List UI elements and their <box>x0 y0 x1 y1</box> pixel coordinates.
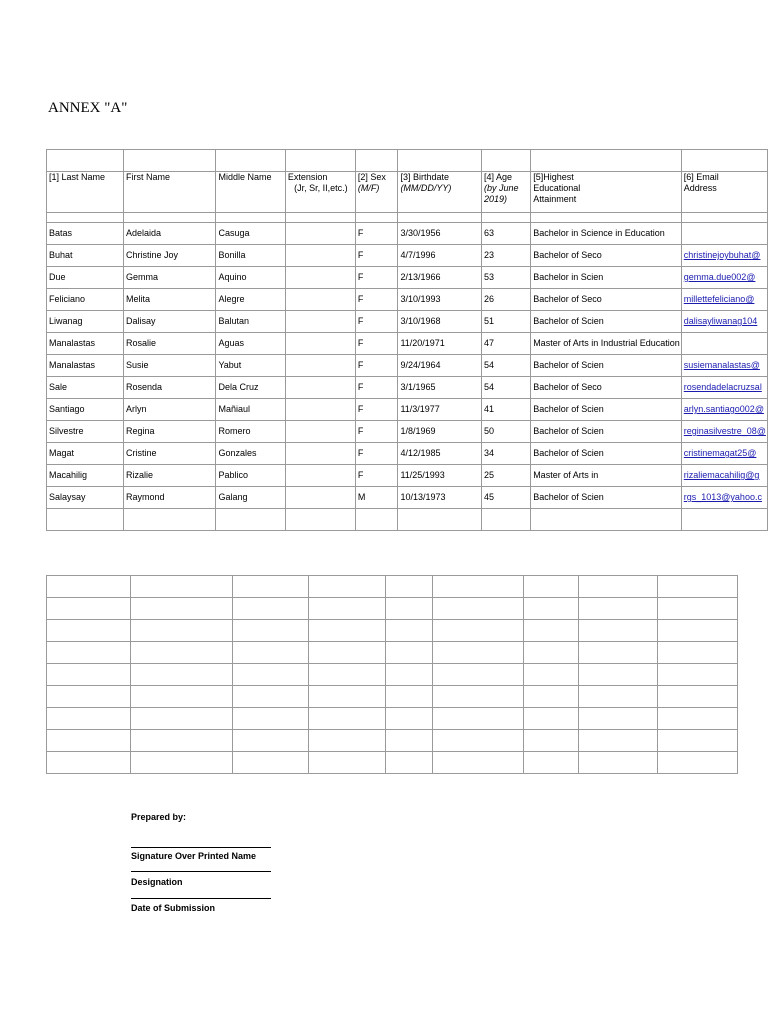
education-cell: Bachelor in Science in Education <box>531 223 682 245</box>
first-name-cell: Christine Joy <box>123 245 215 267</box>
empty-cell[interactable] <box>309 686 386 708</box>
extension-cell <box>285 465 355 487</box>
first-name-cell: Melita <box>123 289 215 311</box>
data-table <box>46 149 768 531</box>
empty-cell[interactable] <box>433 576 524 598</box>
sex-cell: F <box>355 399 398 421</box>
empty-cell[interactable] <box>524 752 579 774</box>
empty-cell[interactable] <box>579 708 658 730</box>
middle-name-cell: Aguas <box>216 333 285 355</box>
header-sex: [2] Sex (M/F) <box>355 172 398 213</box>
empty-cell[interactable] <box>524 664 579 686</box>
empty-cell[interactable] <box>309 642 386 664</box>
extension-cell <box>285 377 355 399</box>
header-extension: Extension (Jr, Sr, II,etc.) <box>285 172 355 213</box>
extension-cell <box>285 399 355 421</box>
middle-name-cell: Aquino <box>216 267 285 289</box>
table-gap-row <box>47 213 768 223</box>
education-cell: Master of Arts in <box>531 465 682 487</box>
header-age: [4] Age (by June 2019) <box>481 172 530 213</box>
empty-cell[interactable] <box>131 620 233 642</box>
empty-cell[interactable] <box>309 576 386 598</box>
empty-cell[interactable] <box>524 708 579 730</box>
sex-cell: F <box>355 245 398 267</box>
birthdate-cell: 3/1/1965 <box>398 377 482 399</box>
empty-cell[interactable] <box>433 620 524 642</box>
extension-cell <box>285 355 355 377</box>
birthdate-cell: 11/25/1993 <box>398 465 482 487</box>
middle-name-cell: Pablico <box>216 465 285 487</box>
empty-cell[interactable] <box>131 576 233 598</box>
table-row <box>47 333 768 355</box>
empty-cell[interactable] <box>658 642 738 664</box>
empty-cell[interactable] <box>309 664 386 686</box>
empty-cell[interactable] <box>579 686 658 708</box>
education-cell: Bachelor in Scien <box>531 267 682 289</box>
empty-row <box>47 752 738 774</box>
table-row <box>47 465 768 487</box>
empty-cell[interactable] <box>47 752 131 774</box>
table-row <box>47 377 768 399</box>
sex-cell: M <box>355 487 398 509</box>
empty-cell[interactable] <box>433 598 524 620</box>
empty-cell[interactable] <box>579 598 658 620</box>
sex-cell: F <box>355 355 398 377</box>
first-name-cell: Rizalie <box>123 465 215 487</box>
middle-name-cell: Yabut <box>216 355 285 377</box>
designation-label: Designation <box>131 877 183 887</box>
education-cell: Bachelor of Seco <box>531 289 682 311</box>
last-name-cell: Buhat <box>47 245 124 267</box>
age-cell: 51 <box>481 311 530 333</box>
age-cell: 41 <box>481 399 530 421</box>
empty-row <box>47 730 738 752</box>
empty-cell[interactable] <box>233 576 309 598</box>
middle-name-cell: Gonzales <box>216 443 285 465</box>
sex-cell: F <box>355 443 398 465</box>
age-cell: 53 <box>481 267 530 289</box>
empty-cell[interactable] <box>47 576 131 598</box>
empty-cell[interactable] <box>386 642 433 664</box>
empty-cell[interactable] <box>309 752 386 774</box>
empty-cell[interactable] <box>233 642 309 664</box>
last-name-cell: Batas <box>47 223 124 245</box>
extension-cell <box>285 223 355 245</box>
table-empty-row <box>47 509 768 531</box>
empty-cell[interactable] <box>524 598 579 620</box>
last-name-cell: Magat <box>47 443 124 465</box>
extension-cell <box>285 443 355 465</box>
empty-cell[interactable] <box>433 664 524 686</box>
education-cell: Bachelor of Scien <box>531 421 682 443</box>
empty-row <box>47 576 738 598</box>
sex-cell: F <box>355 465 398 487</box>
empty-cell[interactable] <box>131 642 233 664</box>
email-cell[interactable]: reginasilvestre_08@ <box>681 421 767 443</box>
first-name-cell: Rosalie <box>123 333 215 355</box>
empty-cell[interactable] <box>47 642 131 664</box>
first-name-cell: Susie <box>123 355 215 377</box>
empty-cell[interactable] <box>658 576 738 598</box>
sex-cell: F <box>355 377 398 399</box>
first-name-cell: Cristine <box>123 443 215 465</box>
last-name-cell: Feliciano <box>47 289 124 311</box>
age-cell: 23 <box>481 245 530 267</box>
header-first-name: First Name <box>123 172 215 213</box>
email-cell[interactable]: rizaliemacahilig@g <box>681 465 767 487</box>
age-cell: 54 <box>481 355 530 377</box>
empty-cell[interactable] <box>233 620 309 642</box>
empty-cell[interactable] <box>131 708 233 730</box>
birthdate-cell: 3/10/1968 <box>398 311 482 333</box>
email-cell[interactable] <box>681 223 767 245</box>
empty-cell[interactable] <box>658 686 738 708</box>
extension-cell <box>285 289 355 311</box>
first-name-cell: Regina <box>123 421 215 443</box>
last-name-cell: Santiago <box>47 399 124 421</box>
empty-cell[interactable] <box>524 730 579 752</box>
first-name-cell: Arlyn <box>123 399 215 421</box>
education-cell: Bachelor of Scien <box>531 399 682 421</box>
last-name-cell: Salaysay <box>47 487 124 509</box>
middle-name-cell: Bonilla <box>216 245 285 267</box>
last-name-cell: Manalastas <box>47 333 124 355</box>
education-cell: Bachelor of Scien <box>531 443 682 465</box>
date-line <box>131 898 271 899</box>
birthdate-cell: 4/7/1996 <box>398 245 482 267</box>
empty-cell[interactable] <box>309 620 386 642</box>
first-name-cell: Raymond <box>123 487 215 509</box>
sex-cell: F <box>355 421 398 443</box>
table-blank-row <box>47 150 768 172</box>
empty-cell[interactable] <box>309 708 386 730</box>
birthdate-cell: 3/30/1956 <box>398 223 482 245</box>
middle-name-cell: Galang <box>216 487 285 509</box>
extension-cell <box>285 311 355 333</box>
extension-cell <box>285 421 355 443</box>
empty-row <box>47 664 738 686</box>
extension-cell <box>285 333 355 355</box>
first-name-cell: Dalisay <box>123 311 215 333</box>
email-cell[interactable] <box>681 333 767 355</box>
age-cell: 25 <box>481 465 530 487</box>
education-cell: Master of Arts in Industrial Education <box>531 333 682 355</box>
email-cell[interactable]: cristinemagat25@ <box>681 443 767 465</box>
age-cell: 45 <box>481 487 530 509</box>
middle-name-cell: Balutan <box>216 311 285 333</box>
empty-cell[interactable] <box>233 664 309 686</box>
empty-cell[interactable] <box>233 752 309 774</box>
email-cell[interactable]: millettefeliciano@ <box>681 289 767 311</box>
page-title: ANNEX "A" <box>48 100 128 116</box>
email-cell[interactable]: rgs_1013@yahoo.c <box>681 487 767 509</box>
age-cell: 26 <box>481 289 530 311</box>
table-row <box>47 289 768 311</box>
email-cell[interactable]: arlyn.santiago002@ <box>681 399 767 421</box>
empty-cell[interactable] <box>386 752 433 774</box>
empty-cell[interactable] <box>386 730 433 752</box>
empty-cell[interactable] <box>47 620 131 642</box>
table-row <box>47 223 768 245</box>
last-name-cell: Macahilig <box>47 465 124 487</box>
date-of-submission-label: Date of Submission <box>131 903 216 913</box>
email-cell[interactable]: rosendadelacruzsal <box>681 377 767 399</box>
birthdate-cell: 9/24/1964 <box>398 355 482 377</box>
last-name-cell: Due <box>47 267 124 289</box>
empty-cell[interactable] <box>233 730 309 752</box>
middle-name-cell: Dela Cruz <box>216 377 285 399</box>
empty-cell[interactable] <box>524 642 579 664</box>
empty-cell[interactable] <box>131 598 233 620</box>
extension-cell <box>285 267 355 289</box>
empty-cell[interactable] <box>524 620 579 642</box>
table-row <box>47 311 768 333</box>
birthdate-cell: 10/13/1973 <box>398 487 482 509</box>
signature-line <box>131 847 271 848</box>
table-row <box>47 355 768 377</box>
empty-cell[interactable] <box>47 598 131 620</box>
last-name-cell: Liwanag <box>47 311 124 333</box>
sex-cell: F <box>355 311 398 333</box>
empty-cell[interactable] <box>433 730 524 752</box>
extension-cell <box>285 487 355 509</box>
email-cell[interactable]: susiemanalastas@ <box>681 355 767 377</box>
empty-cell[interactable] <box>524 576 579 598</box>
extension-cell <box>285 245 355 267</box>
empty-cell[interactable] <box>433 708 524 730</box>
education-cell: Bachelor of Scien <box>531 311 682 333</box>
empty-cell[interactable] <box>658 708 738 730</box>
table-header-row <box>47 172 768 213</box>
middle-name-cell: Alegre <box>216 289 285 311</box>
header-last-name: [1] Last Name <box>47 172 124 213</box>
middle-name-cell: Casuga <box>216 223 285 245</box>
birthdate-cell: 1/8/1969 <box>398 421 482 443</box>
age-cell: 34 <box>481 443 530 465</box>
signature-label: Signature Over Printed Name <box>131 851 257 861</box>
header-email: [6] Email Address <box>681 172 767 213</box>
age-cell: 47 <box>481 333 530 355</box>
empty-cell[interactable] <box>131 752 233 774</box>
empty-cell[interactable] <box>309 598 386 620</box>
last-name-cell: Sale <box>47 377 124 399</box>
designation-line <box>131 871 271 872</box>
empty-cell[interactable] <box>658 730 738 752</box>
empty-row <box>47 708 738 730</box>
empty-cell[interactable] <box>433 752 524 774</box>
education-cell: Bachelor of Scien <box>531 355 682 377</box>
empty-cell[interactable] <box>579 620 658 642</box>
empty-cell[interactable] <box>386 620 433 642</box>
empty-cell[interactable] <box>579 664 658 686</box>
age-cell: 63 <box>481 223 530 245</box>
empty-cell[interactable] <box>131 664 233 686</box>
empty-cell[interactable] <box>47 708 131 730</box>
education-cell: Bachelor of Seco <box>531 377 682 399</box>
middle-name-cell: Romero <box>216 421 285 443</box>
table-row <box>47 421 768 443</box>
empty-cell[interactable] <box>386 576 433 598</box>
middle-name-cell: Mañiaul <box>216 399 285 421</box>
table-row <box>47 267 768 289</box>
empty-cell[interactable] <box>658 620 738 642</box>
birthdate-cell: 2/13/1966 <box>398 267 482 289</box>
email-cell[interactable]: christinejoybuhat@ <box>681 245 767 267</box>
birthdate-cell: 4/12/1985 <box>398 443 482 465</box>
empty-cell[interactable] <box>524 686 579 708</box>
table-row <box>47 399 768 421</box>
empty-row <box>47 620 738 642</box>
email-cell[interactable]: dalisayliwanag104 <box>681 311 767 333</box>
empty-cell[interactable] <box>131 730 233 752</box>
empty-cell[interactable] <box>131 686 233 708</box>
empty-cell[interactable] <box>47 730 131 752</box>
last-name-cell: Silvestre <box>47 421 124 443</box>
table-row <box>47 443 768 465</box>
education-cell: Bachelor of Seco <box>531 245 682 267</box>
age-cell: 54 <box>481 377 530 399</box>
table-row <box>47 245 768 267</box>
empty-cell[interactable] <box>386 664 433 686</box>
empty-table <box>46 575 738 774</box>
birthdate-cell: 3/10/1993 <box>398 289 482 311</box>
header-middle-name: Middle Name <box>216 172 285 213</box>
empty-cell[interactable] <box>386 686 433 708</box>
empty-cell[interactable] <box>386 708 433 730</box>
empty-cell[interactable] <box>579 752 658 774</box>
empty-cell[interactable] <box>233 686 309 708</box>
education-cell: Bachelor of Scien <box>531 487 682 509</box>
table-row <box>47 487 768 509</box>
empty-row <box>47 686 738 708</box>
empty-cell[interactable] <box>47 686 131 708</box>
empty-row <box>47 642 738 664</box>
empty-cell[interactable] <box>579 642 658 664</box>
empty-cell[interactable] <box>658 752 738 774</box>
empty-cell[interactable] <box>658 598 738 620</box>
header-birthdate: [3] Birthdate (MM/DD/YY) <box>398 172 482 213</box>
birthdate-cell: 11/3/1977 <box>398 399 482 421</box>
birthdate-cell: 11/20/1971 <box>398 333 482 355</box>
empty-cell[interactable] <box>233 708 309 730</box>
sex-cell: F <box>355 223 398 245</box>
first-name-cell: Adelaida <box>123 223 215 245</box>
first-name-cell: Gemma <box>123 267 215 289</box>
empty-cell[interactable] <box>579 576 658 598</box>
empty-cell[interactable] <box>233 598 309 620</box>
empty-cell[interactable] <box>579 730 658 752</box>
email-cell[interactable]: gemma.due002@ <box>681 267 767 289</box>
empty-cell[interactable] <box>386 598 433 620</box>
age-cell: 50 <box>481 421 530 443</box>
sex-cell: F <box>355 289 398 311</box>
empty-cell[interactable] <box>433 642 524 664</box>
sex-cell: F <box>355 267 398 289</box>
empty-cell[interactable] <box>658 664 738 686</box>
empty-row <box>47 598 738 620</box>
empty-cell[interactable] <box>433 686 524 708</box>
sex-cell: F <box>355 333 398 355</box>
last-name-cell: Manalastas <box>47 355 124 377</box>
first-name-cell: Rosenda <box>123 377 215 399</box>
header-education: [5]Highest Educational Attainment <box>531 172 682 213</box>
prepared-by-label: Prepared by: <box>131 812 187 822</box>
empty-cell[interactable] <box>309 730 386 752</box>
empty-cell[interactable] <box>47 664 131 686</box>
